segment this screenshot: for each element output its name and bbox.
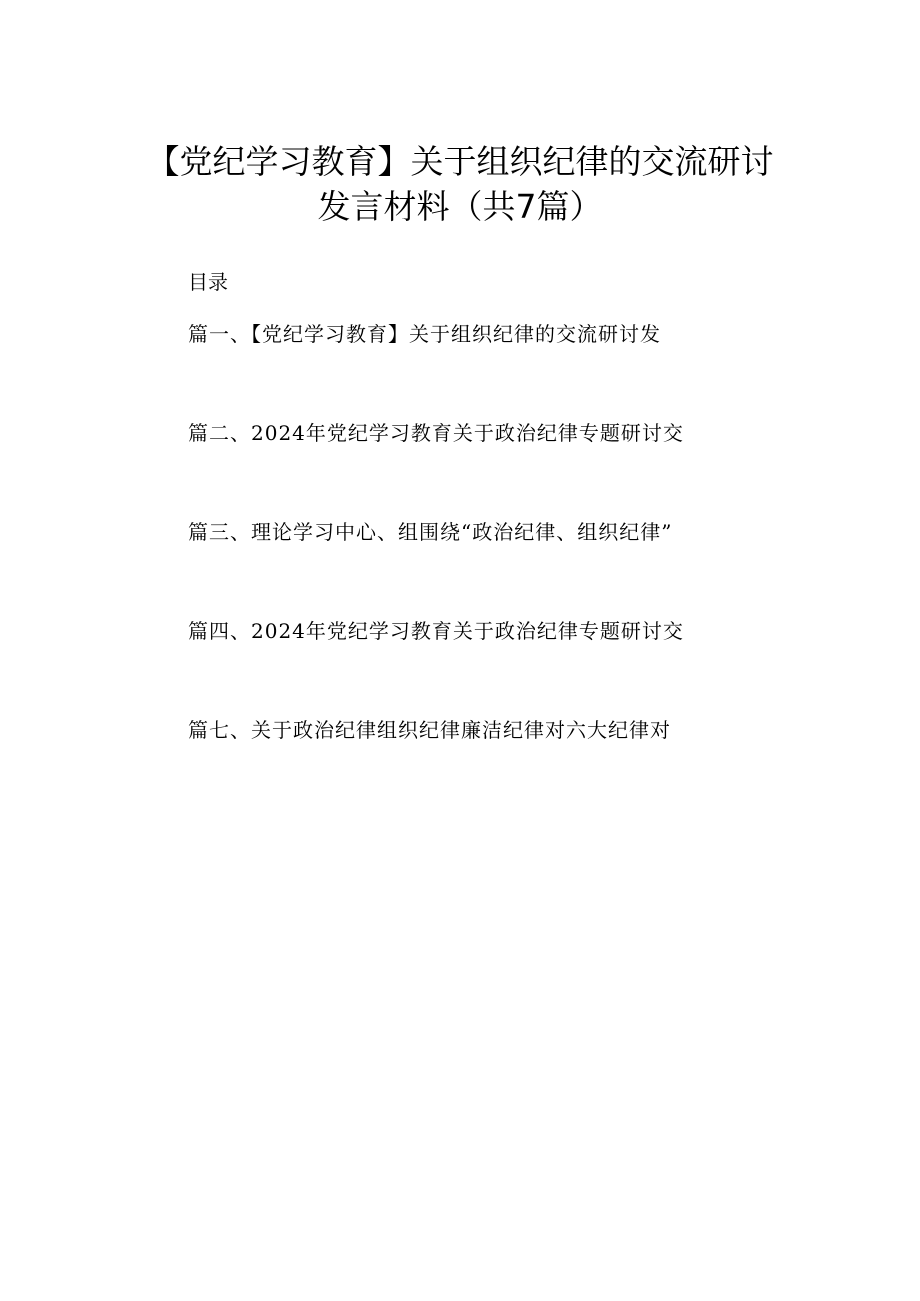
toc-item-4[interactable]: 篇四、2024年党纪学习教育关于政治纪律专题研讨交: [188, 619, 684, 643]
toc-item-2[interactable]: 篇二、2024年党纪学习教育关于政治纪律专题研讨交: [188, 421, 684, 445]
document-title-line-1: 【党纪学习教育】关于组织纪律的交流研讨: [146, 142, 774, 181]
toc-item-3[interactable]: 篇三、理论学习中心、组围绕“政治纪律、组织纪律”: [188, 520, 673, 544]
toc-heading: 目录: [188, 270, 228, 294]
toc-item-5[interactable]: 篇七、关于政治纪律组织纪律廉洁纪律对六大纪律对: [188, 718, 671, 742]
document-title-line-2: 发言材料（共7篇）: [317, 187, 603, 226]
toc-item-1[interactable]: 篇一、【党纪学习教育】关于组织纪律的交流研讨发: [188, 322, 661, 346]
table-of-contents: [188, 318, 788, 813]
